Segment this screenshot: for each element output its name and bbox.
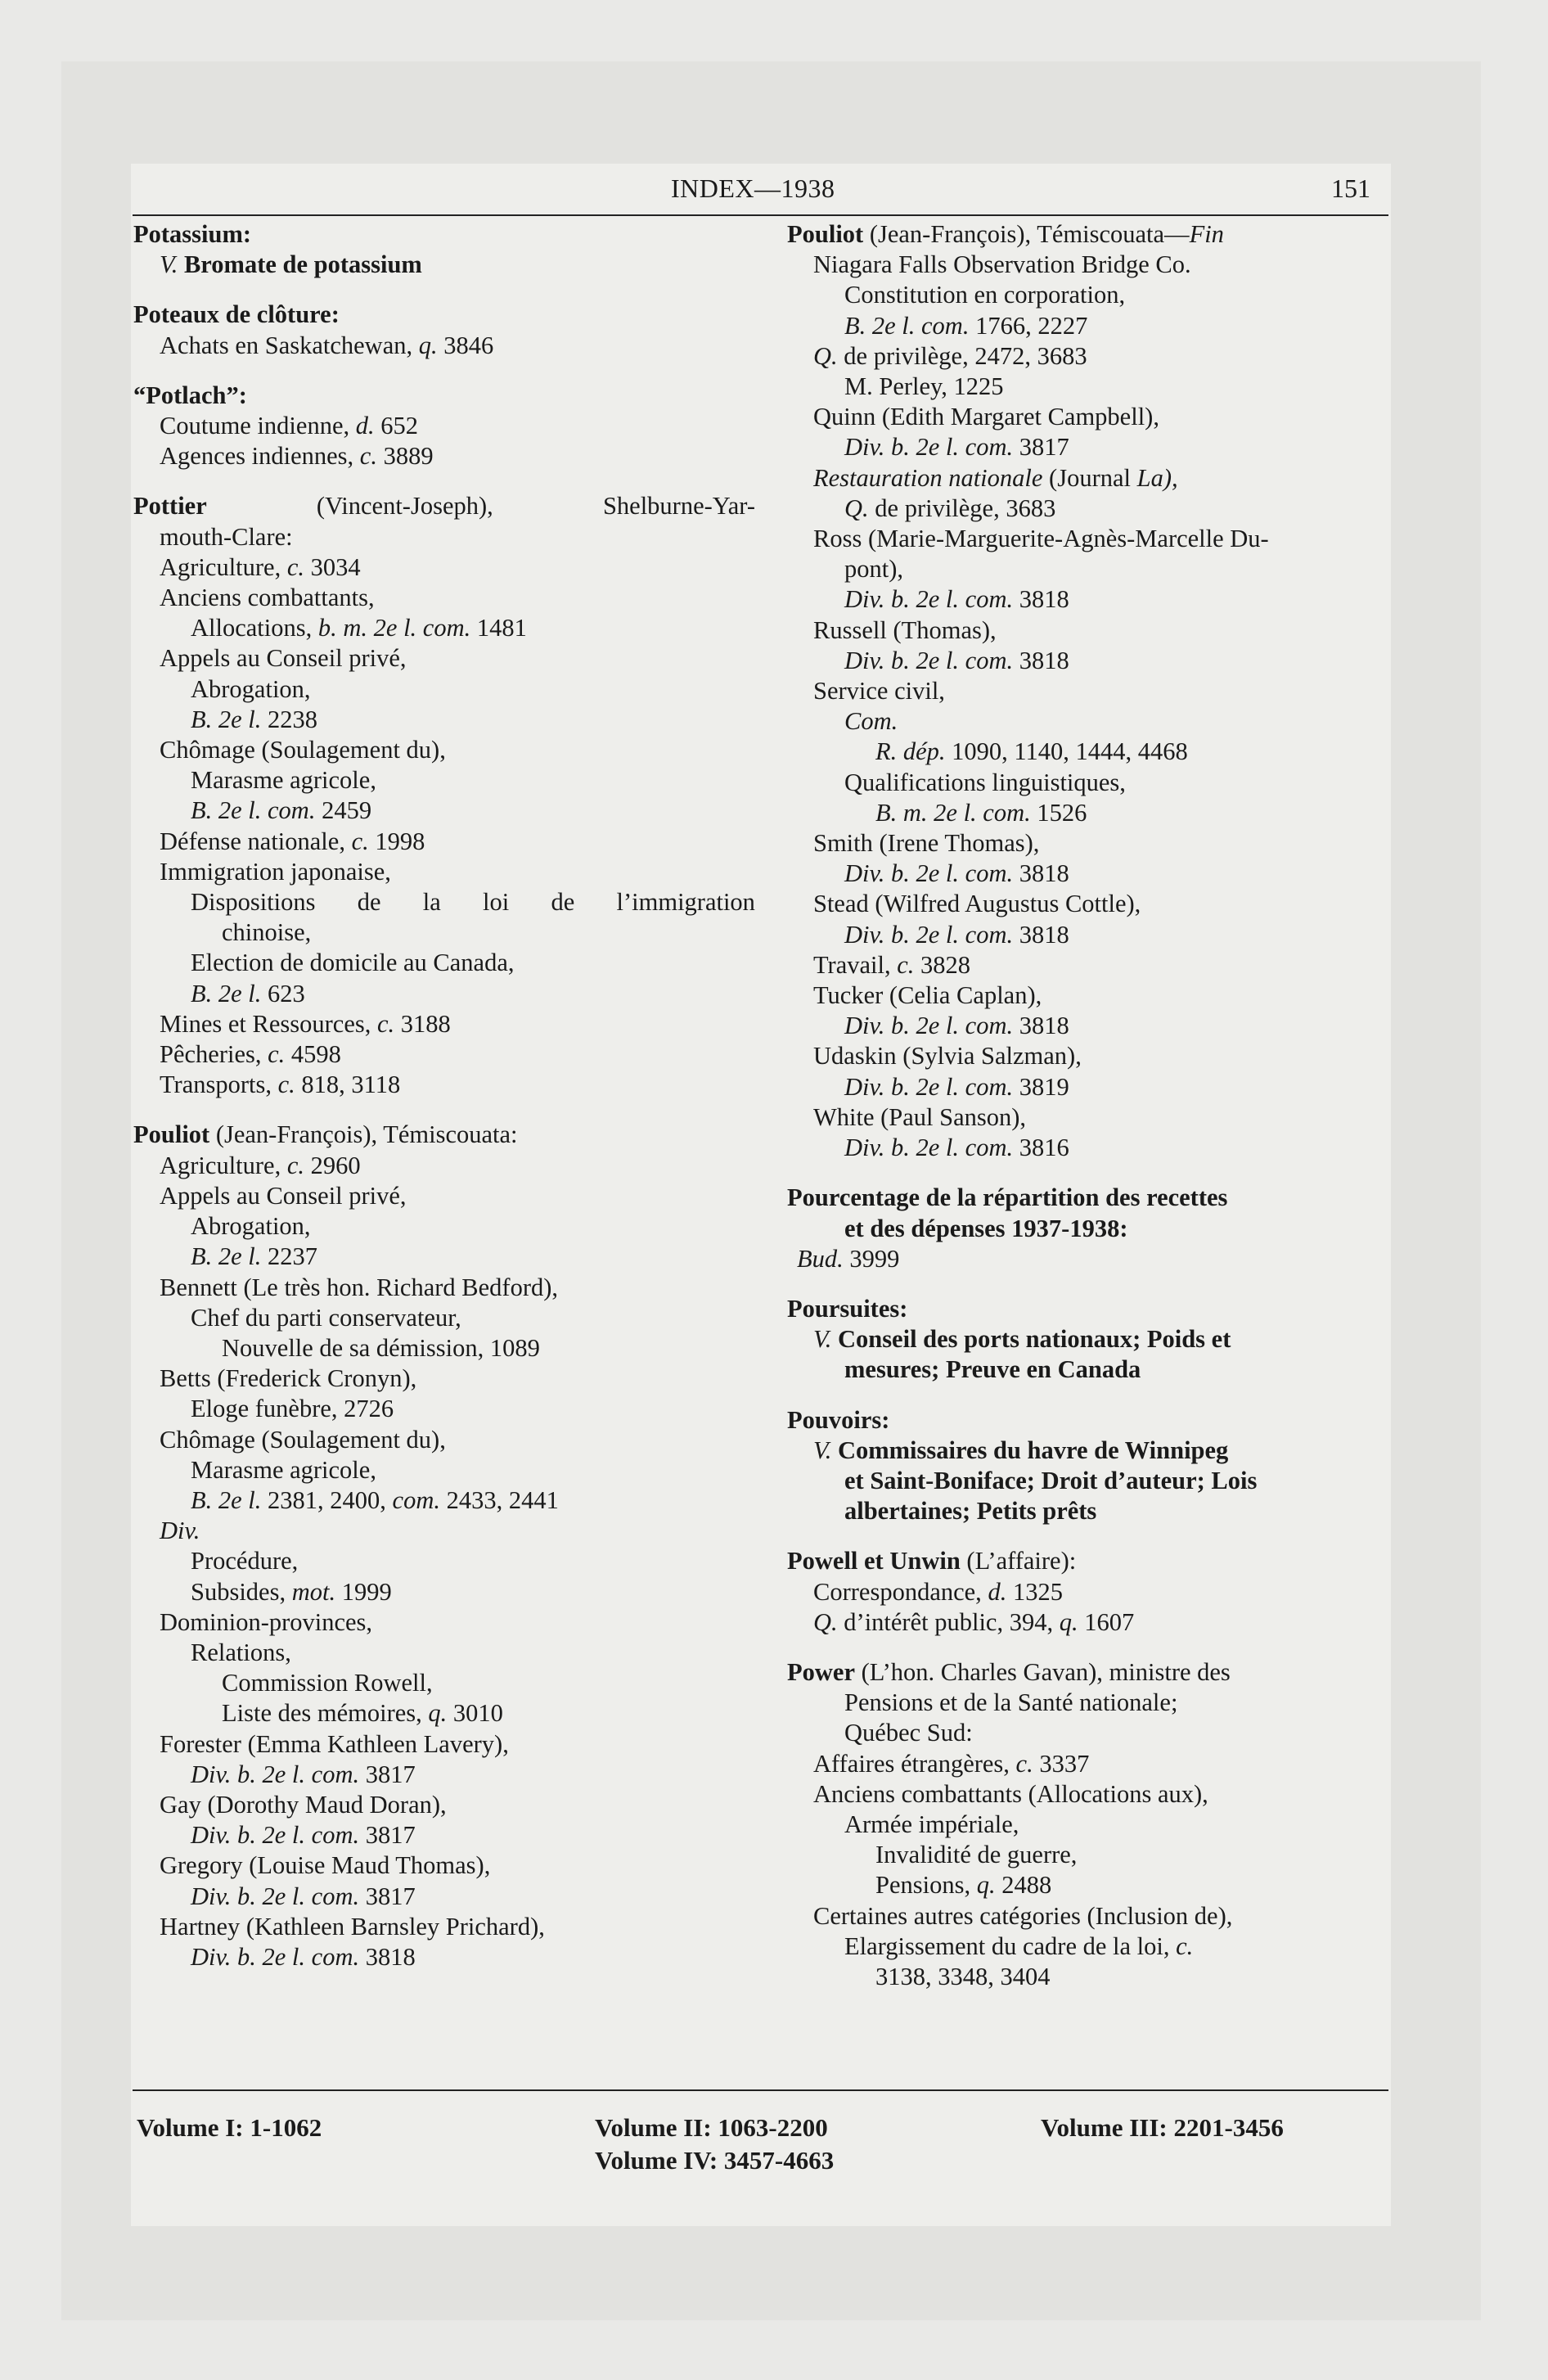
- entry-line: Div. b. 2e l. com. 3818: [844, 1012, 1069, 1040]
- index-entry-pourcentage: [787, 1183, 1409, 1274]
- entry-line: Smith (Irene Thomas),: [813, 829, 1040, 858]
- entry-line: Udaskin (Sylvia Salzman),: [813, 1042, 1082, 1071]
- entry-line: Nouvelle de sa démission, 1089: [222, 1333, 540, 1362]
- entry-heading: Poteaux de clôture:: [133, 300, 340, 329]
- entry-line: Agences indiennes, c. 3889: [160, 442, 434, 471]
- entry-line: Div. b. 2e l. com. 3818: [844, 585, 1069, 614]
- index-entry-powell: [787, 1546, 1409, 1638]
- entry-line: Dispositions de la loi de l’immigration: [191, 888, 755, 917]
- page-number: 151: [1331, 174, 1370, 203]
- entry-line: White (Paul Sanson),: [813, 1102, 1027, 1131]
- entry-line: Relations,: [191, 1638, 291, 1666]
- entry-line: Invalidité de guerre,: [875, 1841, 1078, 1869]
- entry-line: pont),: [844, 555, 904, 584]
- entry-line: Bud. 3999: [797, 1244, 900, 1273]
- page-header: [135, 174, 1387, 206]
- index-entry-potlach: [133, 381, 755, 472]
- entry-line: Eloge funèbre, 2726: [191, 1395, 394, 1423]
- entry-heading-cont: et des dépenses 1937-1938:: [844, 1214, 1128, 1242]
- entry-heading: Poursuites:: [787, 1294, 908, 1323]
- index-entry-poteaux: [133, 300, 755, 360]
- entry-line: Tucker (Celia Caplan),: [813, 981, 1042, 1010]
- entry-line: Commission Rowell,: [222, 1669, 433, 1697]
- entry-line: B. 2e l. 2237: [191, 1242, 318, 1271]
- entry-line: Div. b. 2e l. com. 3818: [191, 1942, 416, 1971]
- entry-line: Dominion-provinces,: [160, 1607, 373, 1636]
- entry-line: Gay (Dorothy Maud Doran),: [160, 1790, 447, 1819]
- entry-heading: Pottier (Vincent-Joseph), Shelburne-Yar-: [133, 492, 755, 521]
- entry-line: Transports, c. 818, 3118: [160, 1071, 401, 1099]
- entry-line: B. 2e l. com. 2459: [191, 796, 372, 825]
- volume-4-range: Volume IV: 3457-4663: [595, 2146, 835, 2175]
- entry-line: Betts (Frederick Cronyn),: [160, 1364, 417, 1393]
- header-rule: [133, 214, 1388, 216]
- entry-line: Qualifications linguistiques,: [844, 768, 1126, 796]
- entry-line: Certaines autres catégories (Inclusion de),: [813, 1901, 1233, 1930]
- entry-line: Constitution en corporation,: [844, 281, 1126, 309]
- entry-line: chinoise,: [222, 918, 312, 947]
- entry-line: B. 2e l. com. 1766, 2227: [844, 311, 1088, 340]
- entry-heading: Pouliot (Jean-François), Témiscouata—Fin: [787, 220, 1224, 248]
- entry-line: Quinn (Edith Margaret Campbell),: [813, 403, 1159, 431]
- entry-line: albertaines; Petits prêts: [844, 1497, 1097, 1526]
- entry-line: Div. b. 2e l. com. 3818: [844, 920, 1069, 949]
- entry-heading: “Potlach”:: [133, 381, 247, 409]
- footer-rule: [133, 2089, 1388, 2091]
- entry-line: Q. d’intérêt public, 394, q. 1607: [813, 1607, 1135, 1636]
- entry-line: et Saint-Boniface; Droit d’auteur; Lois: [844, 1466, 1258, 1494]
- entry-line: Div. b. 2e l. com. 3817: [191, 1760, 416, 1788]
- entry-line: B. m. 2e l. com. 1526: [875, 798, 1087, 827]
- entry-heading: Power (L’hon. Charles Gavan), ministre des: [787, 1657, 1231, 1686]
- entry-line: Pensions, q. 2488: [875, 1871, 1052, 1900]
- entry-heading: Pouliot (Jean-François), Témiscouata:: [133, 1120, 518, 1149]
- entry-line: Mines et Ressources, c. 3188: [160, 1009, 451, 1038]
- index-entry-pottier: [133, 491, 755, 1100]
- entry-line: Affaires étrangères, c. 3337: [813, 1749, 1090, 1778]
- entry-line: Marasme agricole,: [191, 1455, 376, 1484]
- entry-line: Correspondance, d. 1325: [813, 1577, 1063, 1606]
- entry-line: Armée impériale,: [844, 1810, 1019, 1838]
- volume-2-range: Volume II: 1063-2200: [595, 2113, 828, 2142]
- entry-line: Stead (Wilfred Augustus Cottle),: [813, 890, 1141, 918]
- entry-line: Election de domicile au Canada,: [191, 949, 515, 977]
- entry-line: Div. b. 2e l. com. 3817: [191, 1882, 416, 1910]
- entry-line: Div. b. 2e l. com. 3819: [844, 1072, 1069, 1101]
- entry-line: Com.: [844, 707, 898, 736]
- entry-line: 3138, 3348, 3404: [875, 1962, 1051, 1990]
- entry-line: B. 2e l. 2238: [191, 705, 318, 733]
- entry-line: Restauration nationale (Journal La),: [813, 463, 1178, 492]
- entry-line: Div. b. 2e l. com. 3816: [844, 1134, 1069, 1162]
- index-entry-pouliot: [133, 1120, 755, 1972]
- entry-line: Anciens combattants,: [160, 584, 375, 612]
- entry-line: Procédure,: [191, 1547, 299, 1575]
- entry-line: Liste des mémoires, q. 3010: [222, 1699, 503, 1728]
- entry-line: Gregory (Louise Maud Thomas),: [160, 1851, 491, 1880]
- entry-line: Agriculture, c. 2960: [160, 1151, 361, 1179]
- index-entry-poursuites: [787, 1294, 1409, 1386]
- entry-heading-cont: Québec Sud:: [844, 1719, 973, 1747]
- entry-line: Hartney (Kathleen Barnsley Prichard),: [160, 1912, 545, 1941]
- entry-line: Coutume indienne, d. 652: [160, 412, 418, 440]
- entry-line: Chômage (Soulagement du),: [160, 1425, 446, 1454]
- entry-line: Div. b. 2e l. com. 3817: [844, 433, 1069, 462]
- entry-line: Abrogation,: [191, 674, 311, 703]
- index-entry-pouliot-fin: [787, 219, 1409, 1163]
- entry-line: Allocations, b. m. 2e l. com. 1481: [191, 614, 527, 642]
- entry-line: B. 2e l. 623: [191, 979, 305, 1007]
- left-column: [133, 219, 755, 1992]
- entry-line: Achats en Saskatchewan, q. 3846: [160, 331, 494, 359]
- entry-line: Agriculture, c. 3034: [160, 552, 361, 581]
- entry-line: Pêcheries, c. 4598: [160, 1040, 341, 1069]
- entry-line: M. Perley, 1225: [844, 372, 1004, 401]
- entry-line: R. dép. 1090, 1140, 1444, 4468: [875, 737, 1188, 766]
- entry-line: Q. de privilège, 3683: [844, 494, 1056, 522]
- entry-line: Elargissement du cadre de la loi, c.: [844, 1931, 1194, 1960]
- entry-heading-cont: mouth-Clare:: [160, 522, 293, 551]
- entry-line: Div. b. 2e l. com. 3817: [191, 1821, 416, 1850]
- index-entry-pouvoirs: [787, 1405, 1409, 1527]
- entry-line: Div. b. 2e l. com. 3818: [844, 646, 1069, 674]
- entry-line: Abrogation,: [191, 1212, 311, 1241]
- entry-line: Div. b. 2e l. com. 3818: [844, 859, 1069, 888]
- entry-line: Q. de privilège, 2472, 3683: [813, 341, 1087, 370]
- volume-3-range: Volume III: 2201-3456: [1041, 2113, 1284, 2142]
- entry-heading: Powell et Unwin (L’affaire):: [787, 1547, 1077, 1575]
- entry-line: Bennett (Le très hon. Richard Bedford),: [160, 1273, 559, 1301]
- entry-line: Immigration japonaise,: [160, 857, 391, 886]
- entry-line: Chef du parti conservateur,: [191, 1303, 461, 1332]
- entry-line: Subsides, mot. 1999: [191, 1577, 392, 1606]
- entry-line: Niagara Falls Observation Bridge Co.: [813, 250, 1191, 279]
- entry-line: V. Bromate de potassium: [160, 250, 422, 279]
- volume-1-range: Volume I: 1-1062: [137, 2113, 322, 2142]
- entry-line: Ross (Marie-Marguerite-Agnès-Marcelle Du-: [813, 525, 1269, 553]
- entry-line: mesures; Preuve en Canada: [844, 1355, 1141, 1384]
- entry-line: V. Conseil des ports nationaux; Poids et: [813, 1325, 1231, 1354]
- entry-line: Div.: [160, 1517, 200, 1545]
- entry-line: Service civil,: [813, 677, 945, 705]
- entry-line: Anciens combattants (Allocations aux),: [813, 1779, 1208, 1808]
- entry-line: Travail, c. 3828: [813, 950, 971, 979]
- entry-heading: Pourcentage de la répartition des recettes: [787, 1183, 1228, 1212]
- entry-line: Marasme agricole,: [191, 766, 376, 795]
- entry-heading-cont: Pensions et de la Santé nationale;: [844, 1688, 1178, 1717]
- entry-heading: Pouvoirs:: [787, 1405, 890, 1434]
- entry-line: V. Commissaires du havre de Winnipeg: [813, 1436, 1229, 1464]
- right-column: [787, 219, 1409, 2012]
- entry-line: Appels au Conseil privé,: [160, 644, 407, 673]
- entry-line: Chômage (Soulagement du),: [160, 736, 446, 764]
- entry-line: B. 2e l. 2381, 2400, com. 2433, 2441: [191, 1485, 559, 1514]
- index-entry-potassium: [133, 219, 755, 280]
- index-entry-power: [787, 1657, 1409, 1992]
- entry-line: Forester (Emma Kathleen Lavery),: [160, 1729, 509, 1758]
- entry-heading: Potassium:: [133, 220, 252, 248]
- entry-line: Russell (Thomas),: [813, 615, 997, 644]
- entry-line: Défense nationale, c. 1998: [160, 827, 425, 855]
- page-title: INDEX—1938: [671, 174, 835, 203]
- entry-line: Appels au Conseil privé,: [160, 1181, 407, 1210]
